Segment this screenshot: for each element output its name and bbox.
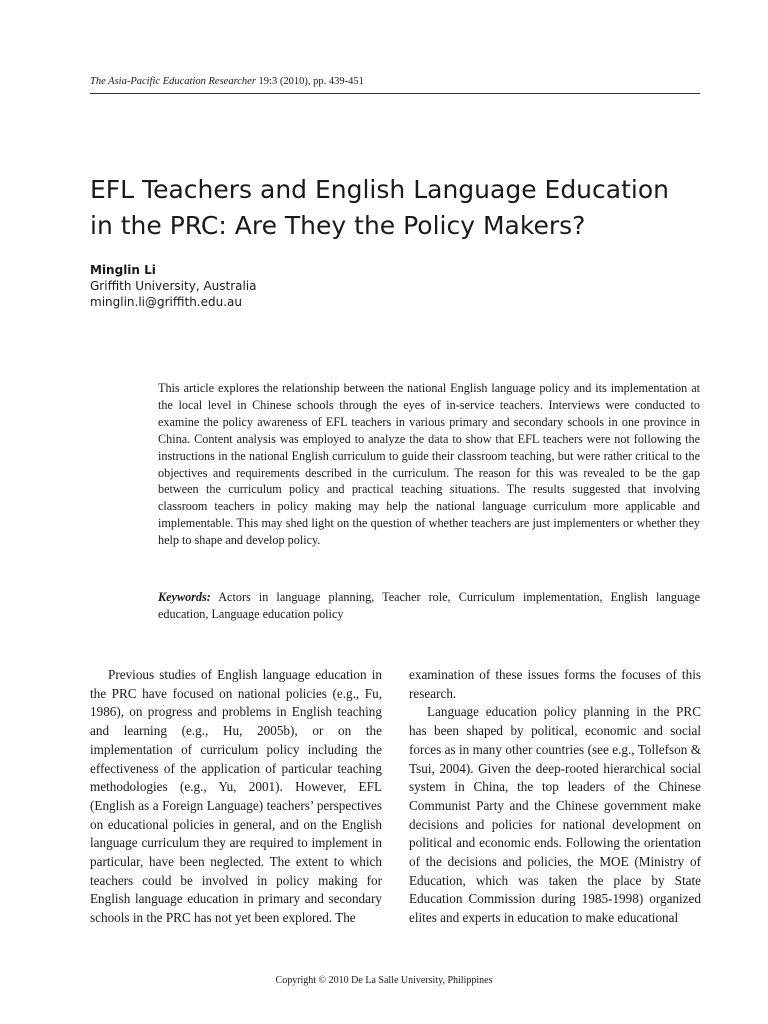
keywords-label: Keywords: [158, 590, 211, 604]
body-paragraph-continued: examination of these issues forms the focuses of this research. [409, 667, 701, 701]
running-header [90, 75, 700, 94]
body-column-right [409, 666, 701, 928]
copyright-footer: Copyright © 2010 De La Salle University, Philippines [275, 975, 493, 986]
abstract: This article explores the relationship between the national English language policy and its implementation at the local level in Chinese schools through the eyes of in-service teachers. Interviews were conducted to examine the policy awareness of EFL teachers in various primary and secondary schools in one province in China. Content analysis was employed to analyze the data to show that EFL teachers were not following the instructions in the national English curriculum to guide their classroom teaching, but were rather critical to the objectives and requirements described in the curriculum. The reason for this was revealed to be the gap between the curriculum policy and practical teaching situations. The results suggested that involving classroom teachers in policy making may help the national language curriculum more applicable and implementable. This may shed light on the question of whether teachers are just implementers or whether they help to shape and develop policy. [158, 381, 700, 548]
author-block [90, 262, 490, 310]
author-email: minglin.li@griffith.edu.au [90, 295, 242, 309]
keywords [158, 589, 700, 623]
journal-citation: 19:3 (2010), pp. 439-451 [255, 76, 364, 87]
body-column-left [90, 666, 382, 928]
author-affiliation: Griffith University, Australia [90, 279, 257, 293]
journal-name: The Asia-Pacific Education Researcher [90, 76, 256, 87]
article-title [90, 172, 690, 244]
author-name: Minglin Li [90, 263, 156, 277]
title-line-2: in the PRC: Are They the Policy Makers? [90, 211, 586, 240]
body-paragraph: Language education policy planning in the PRC has been shaped by political, economic and social forces as in many other countries (see e.g., Tollefson & Tsui, 2004). Given the deep-rooted hierarchical social system in China, the top leaders of the Chinese Communist Party and the Chinese government make decisions and policies for national development on political and economic ends. Following the orientation of the decisions and policies, the MOE (Ministry of Education, which was taken the place by State Education Commission during 1985-1998) organized elites and experts in education to make educational [409, 704, 701, 926]
body-paragraph: Previous studies of English language education in the PRC have focused on national policies (e.g., Fu, 1986), on progress and problems in English teaching and learning (e.g., Hu, 2005b), or on the implementation of curriculum policy including the effectiveness of the application of particular teaching methodologies (e.g., Yu, 2001). However, EFL (English as a Foreign Language) teachers’ perspectives on educational policies in general, and on the English language curriculum they are required to implement in particular, have been neglected. The extent to which teachers could be involved in policy making for English language education in primary and secondary schools in the PRC has not yet been explored. The [90, 667, 382, 926]
keywords-text: Actors in language planning, Teacher role, Curriculum implementation, English language education, Language education policy [158, 590, 700, 621]
title-line-1: EFL Teachers and English Language Education [90, 175, 669, 204]
